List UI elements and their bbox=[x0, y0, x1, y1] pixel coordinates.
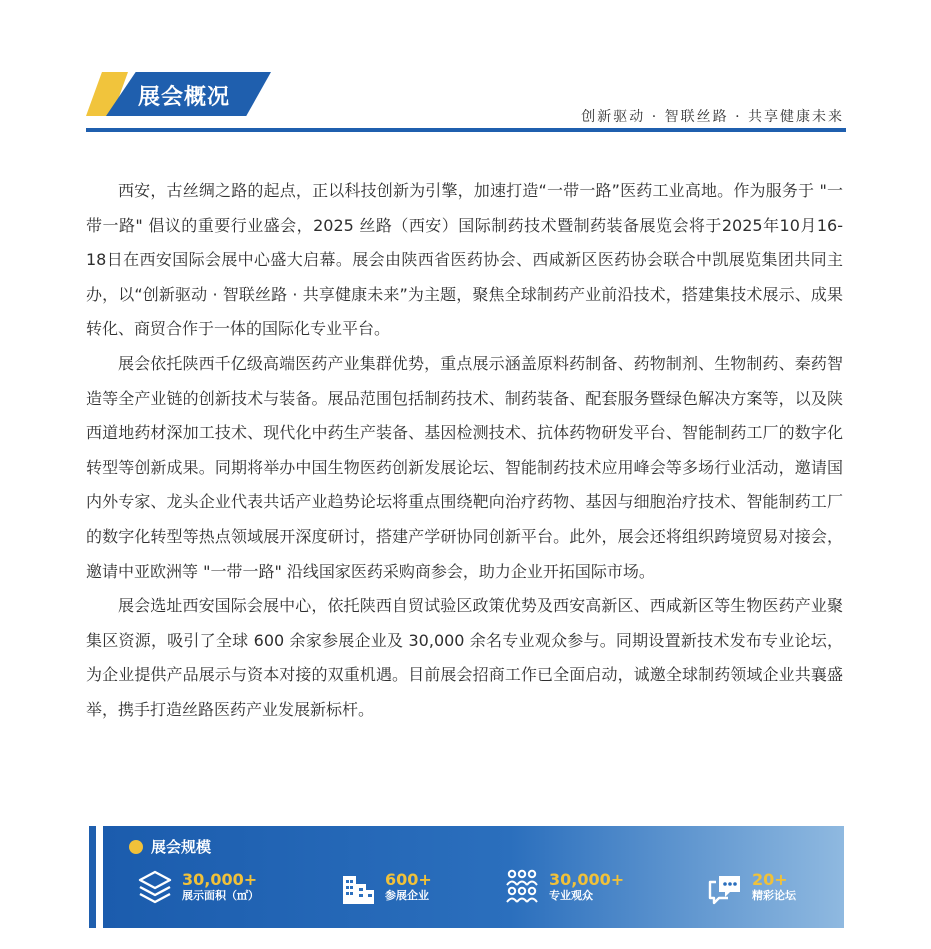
paragraph-exhibits: 展会依托陕西千亿级高端医药产业集群优势，重点展示涵盖原料药制备、药物制剂、生物制药、秦药智造等全产业链的创新技术与装备。展品范围包括制药技术、制药装备、配套服务暨绿色解决方案等，以及陕西道地药材深加工技术、现代化中药生产装备、基因检测技术、抗体药物研发平台、智能制药工厂的数字化转型等创新成果。同期将举办中国生物医药创新发展论坛、智能制药技术应用峰会等多场行业活动，邀请国内外专家、龙头企业代表共话产业趋势论坛将重点围绕靶向治疗药物、基因与细胞治疗技术、智能制药工厂的数字化转型等热点领域展开深度研讨，搭建产学研协同创新平台。此外，展会还将组织跨境贸易对接会，邀请中亚欧洲等 "一带一路" 沿线国家医药采购商参会，助力企业开拓国际市场。 bbox=[86, 353, 843, 581]
scale-label: 展会规模 bbox=[151, 838, 212, 856]
stat-visitors bbox=[503, 868, 624, 906]
section-header bbox=[86, 72, 846, 134]
stat-value: 20+ bbox=[752, 870, 788, 889]
paragraph-intro: 西安，古丝绸之路的起点，正以科技创新为引擎，加速打造“一带一路”医药工业高地。作为服务于 "一带一路" 倡议的重要行业盛会，2025 丝路（西安）国际制药技术暨制药装备展览会将于2025年10月16-18日在西安国际会展中心盛大启幕。展会由陕西省医药协会、西咸新区医药协会联合中凯展览集团共同主办，以“创新驱动 · 智联丝路 · 共享健康未来”为主题，聚焦全球制药产业前沿技术，搭建集技术展示、成果转化、商贸合作于一体的国际化专业平台。 bbox=[86, 181, 843, 339]
bullet-dot-icon bbox=[129, 840, 143, 854]
scale-banner bbox=[89, 826, 844, 928]
audience-icon bbox=[503, 868, 541, 906]
forum-chat-icon bbox=[706, 868, 744, 906]
stat-value: 600+ bbox=[385, 870, 432, 889]
header-slogan: 创新驱动 · 智联丝路 · 共享健康未来 bbox=[581, 109, 844, 125]
section-title: 展会概况 bbox=[138, 85, 231, 110]
banner-edge-bar bbox=[89, 826, 96, 928]
stat-label: 展示面积（㎡） bbox=[182, 889, 259, 902]
building-icon bbox=[339, 868, 377, 906]
stat-label: 参展企业 bbox=[385, 889, 429, 902]
overview-text bbox=[86, 174, 843, 728]
stat-value: 30,000+ bbox=[549, 870, 625, 889]
stat-value: 30,000+ bbox=[182, 870, 258, 889]
stat-forums bbox=[706, 868, 796, 906]
paragraph-venue: 展会选址西安国际会展中心，依托陕西自贸试验区政策优势及西安高新区、西咸新区等生物医药产业聚集区资源，吸引了全球 600 余家参展企业及 30,000 余名专业观众参与。同期设置新技术发布专业论坛，为企业提供产品展示与资本对接的双重机遇。目前展会招商工作已全面启动，诚邀全球制药领域企业共襄盛举，携手打造丝路医药产业发展新标杆。 bbox=[86, 596, 843, 719]
scale-heading bbox=[129, 836, 211, 857]
stat-label: 精彩论坛 bbox=[752, 889, 796, 902]
stat-exhibitors bbox=[339, 868, 432, 906]
stat-label: 专业观众 bbox=[549, 889, 593, 902]
banner-panel bbox=[103, 826, 844, 928]
stat-area bbox=[136, 868, 259, 906]
header-divider bbox=[86, 128, 846, 132]
layers-icon bbox=[136, 868, 174, 906]
